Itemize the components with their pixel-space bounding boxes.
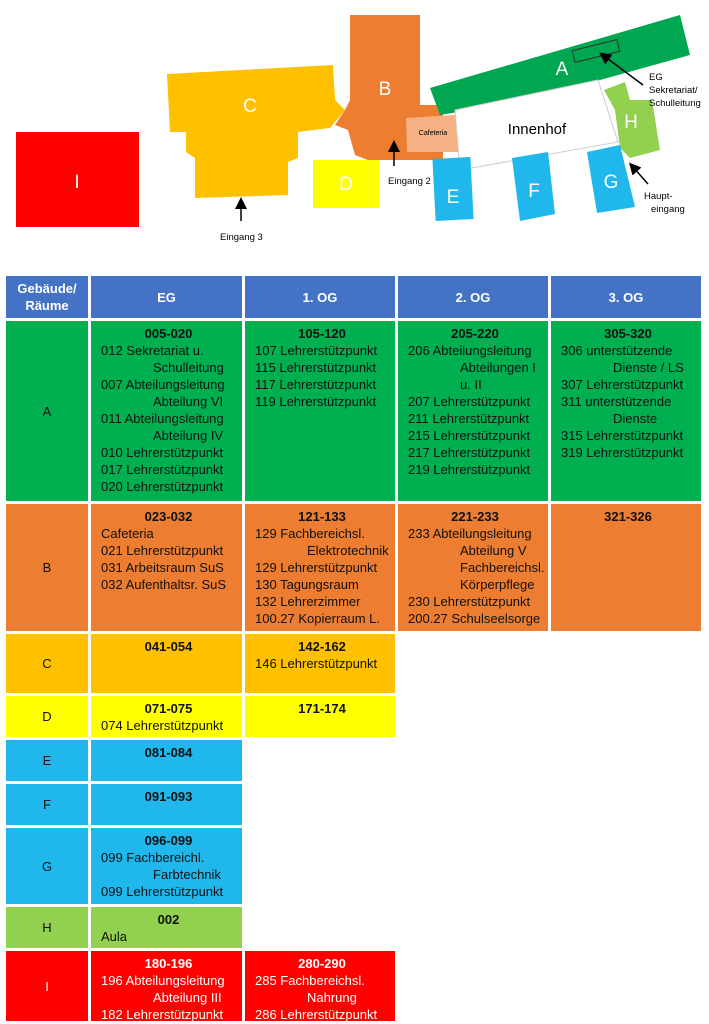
header-cell: 2. OG <box>398 276 548 318</box>
room-cell <box>245 634 395 693</box>
room-entry: 319 Lehrerstützpunkt <box>561 445 684 460</box>
room-range: 280-290 <box>298 956 346 971</box>
row-label-a <box>6 321 88 501</box>
room-entry: 211 Lehrerstützpunkt <box>408 411 530 426</box>
room-cell <box>91 696 242 737</box>
room-range: 121-133 <box>298 509 346 524</box>
room-entry: 207 Lehrerstützpunkt <box>408 394 531 409</box>
room-entry: 129 Lehrerstützpunkt <box>255 560 378 575</box>
room-cell <box>91 951 242 1021</box>
room-cell <box>245 321 395 501</box>
room-entry: 233 Abteilungsleitung Abteilung V Fachbereichsl. Körperpflege <box>408 526 545 592</box>
room-entry: 011 Abteilungsleitung Abteilung IV <box>101 411 224 443</box>
room-entry: 117 Lehrerstützpunkt <box>255 377 377 392</box>
site-map <box>0 0 709 262</box>
building-e-label: E <box>446 187 460 208</box>
row-label-e <box>6 740 88 781</box>
room-entry: 020 Lehrerstützpunkt <box>101 479 224 494</box>
room-entry: 230 Lehrerstützpunkt <box>408 594 531 609</box>
room-cell <box>91 634 242 693</box>
room-entry: 285 Fachbereichsl. Nahrung <box>255 973 365 1005</box>
row-label-text: I <box>45 978 49 994</box>
eg-note-line2: Sekretariat/ <box>649 85 698 96</box>
row-label-text: F <box>43 797 51 812</box>
room-entry: 146 Lehrerstützpunkt <box>255 656 378 671</box>
room-range: 105-120 <box>298 326 346 341</box>
room-cell <box>91 784 242 825</box>
building-a-label: A <box>555 59 569 80</box>
room-entry: 219 Lehrerstützpunkt <box>408 462 531 477</box>
room-range: 321-326 <box>604 509 652 524</box>
room-entry: 306 unterstützende Dienste / LS <box>561 343 684 375</box>
room-entry: 021 Lehrerstützpunkt <box>101 543 224 558</box>
row-label-d <box>6 696 88 737</box>
row-label-text: C <box>42 656 52 671</box>
room-cell <box>91 740 242 781</box>
room-range: 096-099 <box>144 833 193 848</box>
room-cell <box>551 321 701 501</box>
row-label-text: H <box>42 920 52 935</box>
room-entry: 099 Fachbereichl. Farbtechnik <box>101 850 221 882</box>
eg-note-line3: Schulleitung <box>649 98 701 109</box>
room-range: 180-196 <box>144 956 193 971</box>
room-range: 221-233 <box>451 509 499 524</box>
room-entry: 031 Arbeitsraum SuS <box>101 560 224 575</box>
room-entry: 315 Lehrerstützpunkt <box>561 428 684 443</box>
room-range: 081-084 <box>144 745 193 760</box>
room-range: 071-075 <box>144 701 193 716</box>
room-cell <box>91 907 242 948</box>
room-entry: 007 Abteilungsleitung Abteilung VI <box>101 377 225 409</box>
room-entry: 132 Lehrerzimmer <box>255 594 361 609</box>
room-range: 023-032 <box>144 509 193 524</box>
room-entry: 017 Lehrerstützpunkt <box>101 462 224 477</box>
room-cell <box>398 321 548 501</box>
building-d-label: D <box>339 174 353 195</box>
room-entry: 196 Abteilungsleitung Abteilung III <box>101 973 225 1005</box>
building-i-label: I <box>74 172 80 193</box>
building-c-label: C <box>243 96 257 117</box>
room-entry: 012 Sekretariat u. Schulleitung <box>101 343 224 375</box>
eingang2-label: Eingang 2 <box>388 176 431 187</box>
room-entry: Cafeteria <box>101 526 154 541</box>
header-cell: Gebäude/ Räume <box>6 276 88 318</box>
room-entry: 129 Fachbereichsl. Elektrotechnik <box>255 526 389 558</box>
room-range: 002 <box>157 912 180 927</box>
room-entry: 200.27 Schulseelsorge <box>408 611 541 626</box>
haupteingang-arrow <box>633 167 648 184</box>
header-cell: 3. OG <box>551 276 701 318</box>
row-label-i <box>6 951 88 1021</box>
haupteingang-line2: eingang <box>651 204 685 215</box>
row-label-text: D <box>42 709 52 724</box>
room-cell <box>398 504 548 631</box>
room-entry: 130 Tagungsraum <box>255 577 359 592</box>
cafeteria-label: Cafeteria <box>418 130 448 137</box>
row-label-h <box>6 907 88 948</box>
room-entry: 100.27 Kopierraum L. <box>255 611 381 626</box>
room-entry: 307 Lehrerstützpunkt <box>561 377 684 392</box>
room-entry: 119 Lehrerstützpunkt <box>255 394 377 409</box>
header-cell: EG <box>91 276 242 318</box>
room-range: 041-054 <box>144 639 193 654</box>
room-entry: 032 Aufenthaltsr. SuS <box>101 577 227 592</box>
room-entry: 286 Lehrerstützpunkt <box>255 1007 378 1022</box>
room-cell <box>91 828 242 904</box>
room-entry: 215 Lehrerstützpunkt <box>408 428 531 443</box>
room-range: 171-174 <box>298 701 346 716</box>
row-label-text: E <box>42 753 52 768</box>
room-entry: 074 Lehrerstützpunkt <box>101 718 224 733</box>
room-entry: 206 Abteilungsleitung Abteilungen I u. II <box>408 343 536 392</box>
room-range: 142-162 <box>298 639 346 654</box>
room-entry: 182 Lehrerstützpunkt <box>101 1007 224 1022</box>
room-entry: Aula <box>101 929 128 944</box>
header-cell: 1. OG <box>245 276 395 318</box>
row-label-text: A <box>42 403 52 419</box>
eg-note-line1: EG <box>649 72 663 83</box>
haupteingang-line1: Haupt- <box>644 191 673 202</box>
building-h-label: H <box>624 112 638 133</box>
building-b-label: B <box>378 79 392 100</box>
row-label-c <box>6 634 88 693</box>
row-label-f <box>6 784 88 825</box>
room-range: 005-020 <box>144 326 193 341</box>
room-range: 205-220 <box>451 326 499 341</box>
innenhof-label: Innenhof <box>507 121 567 138</box>
room-entry: 311 unterstützende Dienste <box>561 394 672 426</box>
room-entry: 217 Lehrerstützpunkt <box>408 445 531 460</box>
row-label-text: B <box>42 560 52 575</box>
row-label-b <box>6 504 88 631</box>
room-cell <box>245 504 395 631</box>
eingang3-label: Eingang 3 <box>220 232 263 243</box>
room-cell <box>551 504 701 631</box>
room-range: 305-320 <box>604 326 652 341</box>
room-entry: 099 Lehrerstützpunkt <box>101 884 224 899</box>
room-cell <box>91 321 242 501</box>
row-label-g <box>6 828 88 904</box>
building-g-label: G <box>603 172 619 193</box>
room-entry: 010 Lehrerstützpunkt <box>101 445 224 460</box>
room-cell <box>91 504 242 631</box>
room-entry: 107 Lehrerstützpunkt <box>255 343 378 358</box>
row-label-text: G <box>41 858 53 874</box>
room-cell <box>245 951 395 1021</box>
building-f-label: F <box>528 181 540 202</box>
room-entry: 115 Lehrerstützpunkt <box>255 360 377 375</box>
room-range: 091-093 <box>144 789 193 804</box>
room-cell <box>245 696 395 737</box>
